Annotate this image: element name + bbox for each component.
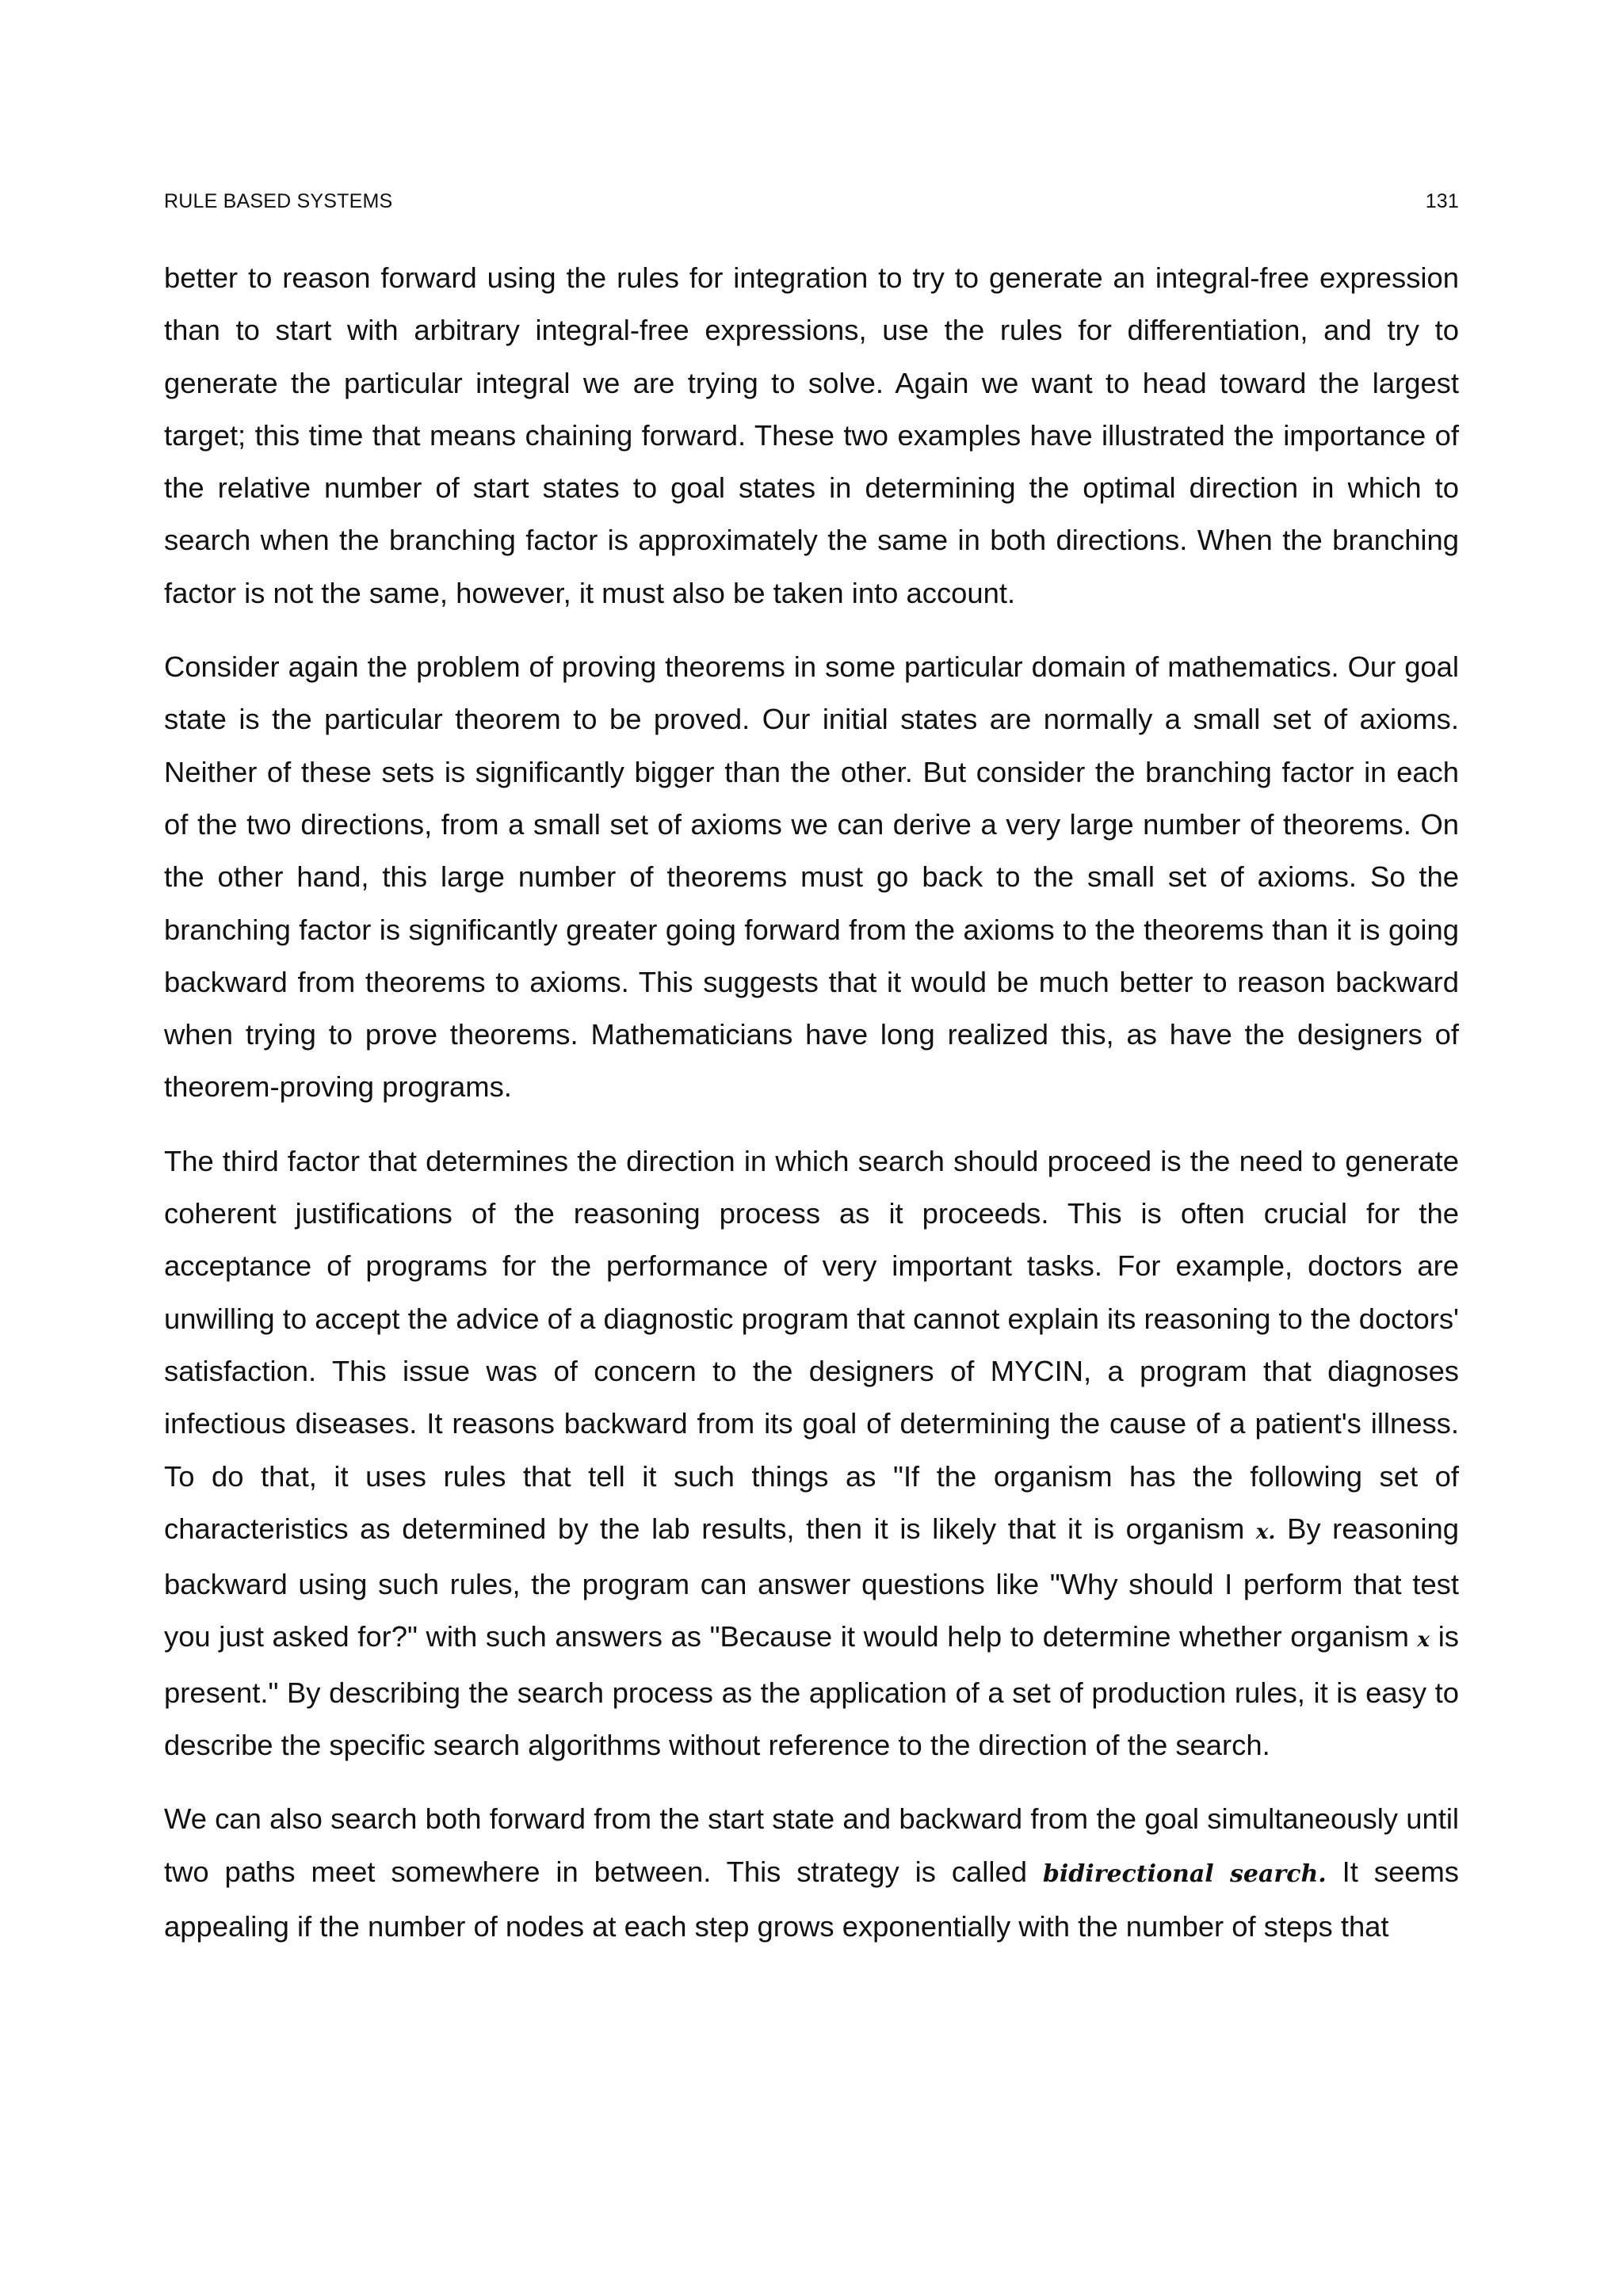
body-text (164, 252, 1459, 1974)
paragraph-3 (164, 1135, 1459, 1772)
paragraph-4 (164, 1793, 1459, 1953)
paragraph-1: better to reason forward using the rules for integration to try to generate an integral-free expression than to start with arbitrary integral-free expressions, use the rules for differentiation, and try to generate the particular integral we are trying to solve. Again we want to head toward the largest target; this time that means chaining forward. These two examples have illustrated the importance of the relative number of start states to goal states in determining the optimal direction in which to search when the branching factor is approximately the same in both directions. When the branching factor is not the same, however, it must also be taken into account. (164, 261, 1459, 609)
term-bidirectional-search: bidirectional search. (1042, 1859, 1327, 1888)
running-title: RULE BASED SYSTEMS (164, 190, 393, 212)
running-header (164, 187, 1459, 215)
paragraph-3-text-c: is present." By describing the search process as the application of a set of production rules, it is easy to describe the specific search algorithms without reference to the direction of the search. (164, 1620, 1459, 1762)
paragraph-3-text-b: By reasoning backward using such rules, the program can answer questions like "Why should I perform that test you just asked for?" with such answers as "Because it would help to determine whether organism (164, 1512, 1459, 1653)
variable-x-2: x (1417, 1628, 1430, 1653)
paragraph-2: Consider again the problem of proving theorems in some particular domain of mathematics. Our goal state is the particular theorem to be proved. Our initial states are normally a small set of axioms. Neither of these sets is significantly bigger than the other. But consider the branching factor in each of the two directions, from a small set of axioms we can derive a very large number of theorems. On the other hand, this large number of theorems must go back to the small set of axioms. So the branching factor is significantly greater going forward from the axioms to the theorems than it is going backward from theorems to axioms. This suggests that it would be much better to reason backward when trying to prove theorems. Mathematicians have long realized this, as have the designers of theorem-proving programs. (164, 650, 1459, 1104)
paragraph-3-text-a: The third factor that determines the direction in which search should proceed is the need to generate coherent justifications of the reasoning process as it proceeds. This is often crucial for the acceptance of programs for the performance of very important tasks. For example, doctors are unwilling to accept the advice of a diagnostic program that cannot explain its reasoning to the doctors' satisfaction. This issue was of concern to the designers of MYCIN, a program that diagnoses infectious diseases. It reasons backward from its goal of determining the cause of a patient's illness. To do that, it uses rules that tell it such things as "If the organism has the following set of characteristics as determined by the lab results, then it is likely that it is organism (164, 1144, 1459, 1545)
variable-x-1: x. (1255, 1520, 1276, 1544)
paragraph-4-text-a: We can also search both forward from the start state and backward from the goal simultaneously until two paths meet somewhere in between. This strategy is called (164, 1802, 1459, 1888)
page-number: 131 (1425, 190, 1459, 212)
paragraph-4-text-b: It seems appealing if the number of nodes at each step grows exponentially with the number of steps that (164, 1855, 1459, 1943)
